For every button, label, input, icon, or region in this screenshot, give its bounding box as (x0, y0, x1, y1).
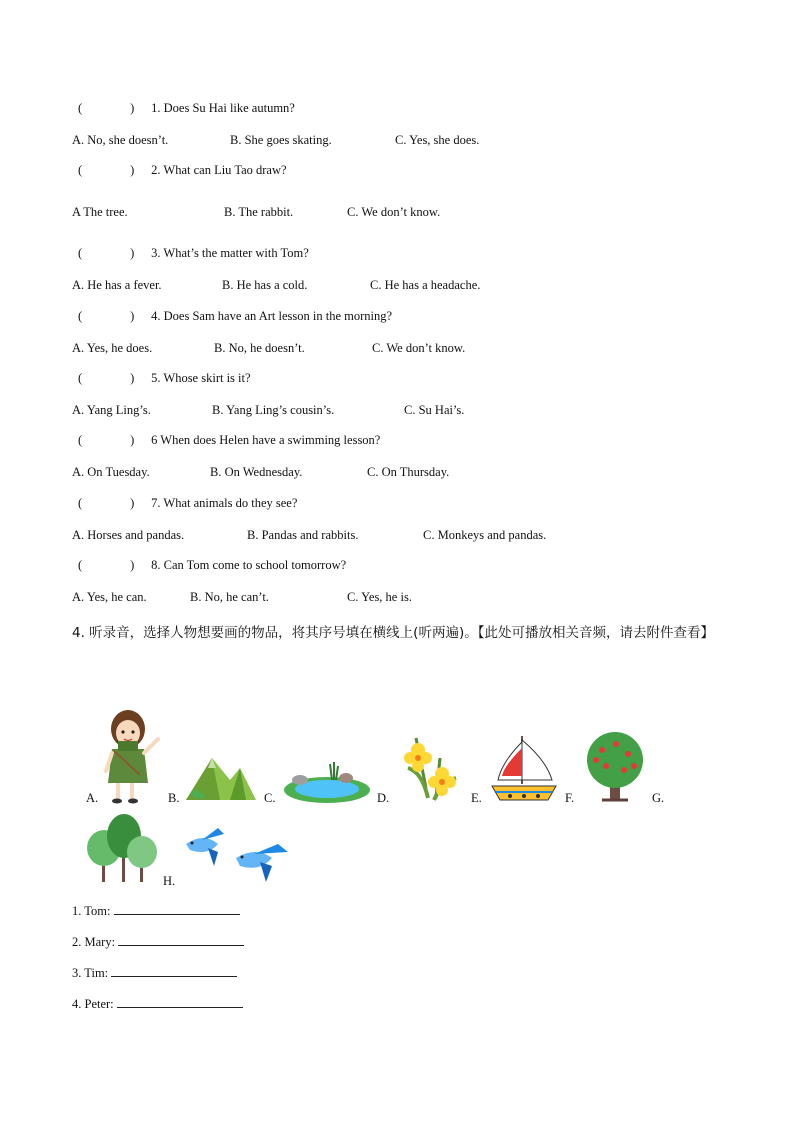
option-8c: C. Yes, he is. (347, 590, 412, 604)
option-7c: C. Monkeys and pandas. (423, 528, 547, 542)
trees-illustration (84, 812, 160, 884)
section-4-instruction: 4. 听录音，选择人物想要画的物品，将其序号填在横线上(听两遍)。【此处可播放相关音频，请去附件查看】 (72, 625, 714, 641)
answer-line-3 (72, 964, 237, 981)
answer-blank[interactable] (117, 995, 243, 1008)
answer-blank[interactable] (114, 902, 240, 915)
question-text: 2. What can Liu Tao draw? (151, 163, 287, 177)
option-1c: C. Yes, she does. (395, 133, 480, 147)
picture-label-c: C. (264, 791, 276, 805)
answer-label: 2. Mary: (72, 935, 116, 949)
girl-illustration (100, 705, 166, 805)
question-5: ( ) 5. Whose skirt is it? (78, 371, 251, 385)
question-text: 8. Can Tom come to school tomorrow? (151, 558, 347, 572)
question-8: ( ) 8. Can Tom come to school tomorrow? (78, 558, 347, 572)
answer-line-1 (72, 902, 240, 919)
option-7b: B. Pandas and rabbits. (247, 528, 359, 542)
option-3b: B. He has a cold. (222, 278, 308, 292)
pond-illustration (282, 762, 372, 804)
question-text: 7. What animals do they see? (151, 496, 298, 510)
option-3a: A. He has a fever. (72, 278, 162, 292)
answer-label: 4. Peter: (72, 997, 114, 1011)
answer-blank[interactable] (111, 964, 237, 977)
birds-illustration (184, 826, 290, 886)
option-4b: B. No, he doesn’t. (214, 341, 305, 355)
question-text: 6 When does Helen have a swimming lesson? (151, 433, 381, 447)
option-1a: A. No, she doesn’t. (72, 133, 169, 147)
picture-label-g: G. (652, 791, 665, 805)
answer-blank[interactable] (118, 933, 244, 946)
option-1b: B. She goes skating. (230, 133, 332, 147)
answer-line-2 (72, 933, 244, 950)
picture-label-a: A. (86, 791, 99, 805)
question-1: ( ) 1. Does Su Hai like autumn? (78, 101, 295, 115)
question-6: ( ) 6 When does Helen have a swimming lesson? (78, 433, 381, 447)
question-3: ( ) 3. What’s the matter with Tom? (78, 246, 309, 260)
question-2: ( ) 2. What can Liu Tao draw? (78, 163, 287, 177)
option-4c: C. We don’t know. (372, 341, 466, 355)
picture-label-b: B. (168, 791, 180, 805)
question-text: 4. Does Sam have an Art lesson in the morning? (151, 309, 393, 323)
option-8a: A. Yes, he can. (72, 590, 147, 604)
picture-label-h: H. (163, 874, 176, 888)
answer-label: 1. Tom: (72, 904, 111, 918)
question-text: 5. Whose skirt is it? (151, 371, 251, 385)
mountain-illustration (184, 750, 258, 802)
question-text: 3. What’s the matter with Tom? (151, 246, 309, 260)
option-6a: A. On Tuesday. (72, 465, 150, 479)
option-8b: B. No, he can’t. (190, 590, 269, 604)
apple-tree-illustration (582, 730, 648, 804)
flowers-illustration (396, 728, 466, 802)
option-2b: B. The rabbit. (224, 205, 294, 219)
sailboat-illustration (490, 732, 558, 804)
answer-label: 3. Tim: (72, 966, 109, 980)
question-7: ( ) 7. What animals do they see? (78, 496, 298, 510)
picture-label-d: D. (377, 791, 390, 805)
option-2a: A The tree. (72, 205, 128, 219)
option-6c: C. On Thursday. (367, 465, 450, 479)
option-7a: A. Horses and pandas. (72, 528, 185, 542)
picture-label-e: E. (471, 791, 482, 805)
option-2c: C. We don’t know. (347, 205, 441, 219)
answer-line-4 (72, 995, 243, 1012)
option-3c: C. He has a headache. (370, 278, 481, 292)
question-4: ( ) 4. Does Sam have an Art lesson in the morning? (78, 309, 393, 323)
option-4a: A. Yes, he does. (72, 341, 153, 355)
option-5a: A. Yang Ling’s. (72, 403, 151, 417)
option-5b: B. Yang Ling’s cousin’s. (212, 403, 335, 417)
option-6b: B. On Wednesday. (210, 465, 303, 479)
question-text: 1. Does Su Hai like autumn? (151, 101, 295, 115)
picture-label-f: F. (565, 791, 575, 805)
option-5c: C. Su Hai’s. (404, 403, 465, 417)
